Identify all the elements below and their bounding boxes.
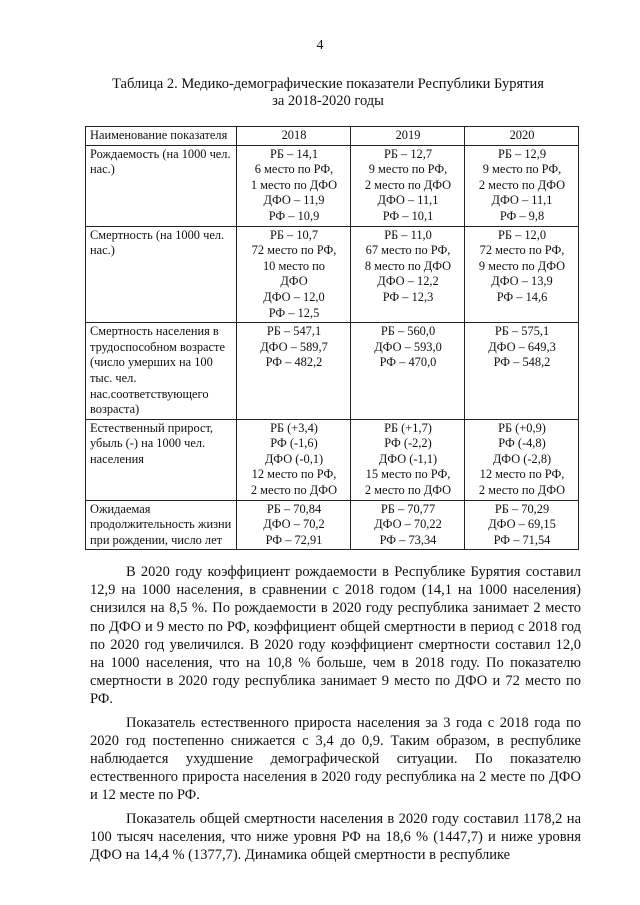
- birth-rate-row: [86, 145, 579, 226]
- value-line: ДФО (-0,1): [264, 451, 324, 466]
- value-line: ДФО – 70,22: [374, 517, 442, 532]
- value-line: РФ – 73,34: [379, 532, 437, 547]
- body-text: [90, 563, 581, 869]
- value-line: РФ – 482,2: [265, 355, 323, 370]
- value-line: РФ – 72,91: [265, 532, 323, 547]
- table-title: [80, 76, 576, 110]
- value-cell-2020: [465, 323, 579, 420]
- value-line: ДФО (-1,1): [378, 451, 438, 466]
- value-line: 2 место по ДФО: [364, 483, 452, 498]
- value-line: РФ – 10,1: [382, 208, 434, 223]
- value-line: 2 место по ДФО: [478, 483, 566, 498]
- value-line: РБ – 547,1: [266, 324, 322, 339]
- value-line: РБ – 12,7: [383, 146, 433, 161]
- value-line: РФ – 470,0: [379, 355, 437, 370]
- value-line: ДФО – 589,7: [260, 339, 328, 354]
- body-paragraph: Показатель общей смертности населения в 2020 году составил 1178,2 на 100 тысяч населения, что ниже уровня РФ на 18,6 % (1447,7) и ниже уровня ДФО на 14,4 % (1377,7). Динамика общей смертности в республике: [90, 810, 581, 864]
- value-line: ДФО – 69,15: [488, 517, 556, 532]
- value-line: РФ (-2,2): [384, 436, 432, 451]
- value-cell-2018: [237, 419, 351, 500]
- value-line: ДФО – 11,1: [377, 193, 439, 208]
- indicator-label: Смертность населения в трудоспособном возрасте (число умерших на 100 тыс. чел. нас.соответствующего возраста): [86, 323, 237, 420]
- value-cell-2018: [237, 500, 351, 550]
- value-line: ДФО (-2,8): [492, 451, 552, 466]
- value-line: 6 место по РФ,: [254, 162, 334, 177]
- value-cell-2020: [465, 145, 579, 226]
- value-line: 9 место по ДФО: [478, 258, 566, 273]
- value-line: 10 место по: [262, 258, 325, 273]
- value-line: РБ (+1,7): [384, 420, 432, 435]
- value-cell-2020: [465, 419, 579, 500]
- value-cell-2018: [237, 226, 351, 323]
- value-line: 72 место по РФ,: [251, 243, 337, 258]
- value-line: РБ – 70,84: [266, 501, 322, 516]
- value-line: 15 место по РФ,: [365, 467, 451, 482]
- value-line: ДФО – 11,1: [491, 193, 553, 208]
- value-line: РБ – 560,0: [380, 324, 436, 339]
- value-cell-2019: [351, 226, 465, 323]
- header-cell-2020: 2020: [465, 127, 579, 146]
- header-cell-indicator: Наименование показателя: [86, 127, 237, 146]
- value-line: ДФО – 11,9: [263, 193, 325, 208]
- value-cell-2019: [351, 500, 465, 550]
- value-line: РФ – 9,8: [499, 208, 545, 223]
- value-line: 12 место по РФ,: [251, 467, 337, 482]
- natural-growth-row: [86, 419, 579, 500]
- value-line: ДФО – 649,3: [488, 339, 556, 354]
- indicator-label: Рождаемость (на 1000 чел. нас.): [86, 145, 237, 226]
- mortality-row: [86, 226, 579, 323]
- value-line: РБ – 12,0: [497, 227, 547, 242]
- value-line: РБ – 575,1: [494, 324, 550, 339]
- body-paragraph: Показатель естественного прироста населения за 3 года с 2018 года по 2020 год постепенно снижается с 3,4 до 0,9. Таким образом, в республике наблюдается ухудшение демографической ситуации. По показателю естественного прироста населения в 2020 году республика на 2 месте по ДФО и 12 месте по РФ.: [90, 714, 581, 804]
- value-line: 72 место по РФ,: [479, 243, 565, 258]
- value-cell-2019: [351, 323, 465, 420]
- value-line: РФ – 12,3: [382, 289, 434, 304]
- value-line: РФ – 10,9: [268, 208, 320, 223]
- value-line: РБ (+0,9): [498, 420, 546, 435]
- value-cell-2020: [465, 500, 579, 550]
- table-title-line-2: за 2018-2020 годы: [272, 93, 384, 109]
- life-expectancy-row: [86, 500, 579, 550]
- value-line: 1 место по ДФО: [250, 177, 338, 192]
- value-line: 2 место по ДФО: [364, 177, 452, 192]
- value-line: РБ (+3,4): [270, 420, 318, 435]
- value-line: 9 место по РФ,: [368, 162, 448, 177]
- value-line: 2 место по ДФО: [478, 177, 566, 192]
- value-line: ДФО – 70,2: [263, 517, 325, 532]
- value-line: РФ – 71,54: [493, 532, 551, 547]
- value-line: РФ (-1,6): [270, 436, 318, 451]
- value-line: ДФО – 12,0: [263, 289, 325, 304]
- header-cell-2019: 2019: [351, 127, 465, 146]
- indicator-label: Смертность (на 1000 чел. нас.): [86, 226, 237, 323]
- indicator-label: Естественный прирост, убыль (-) на 1000 чел. населения: [86, 419, 237, 500]
- value-cell-2019: [351, 145, 465, 226]
- value-cell-2019: [351, 419, 465, 500]
- value-line: РБ – 70,77: [380, 501, 436, 516]
- value-line: ДФО – 593,0: [374, 339, 442, 354]
- header-cell-2018: 2018: [237, 127, 351, 146]
- table-title-line-1: Таблица 2. Медико-демографические показатели Республики Бурятия: [112, 76, 544, 92]
- value-line: РБ – 14,1: [269, 146, 319, 161]
- value-line: РБ – 12,9: [497, 146, 547, 161]
- value-line: РФ – 548,2: [493, 355, 551, 370]
- value-line: ДФО: [280, 274, 308, 289]
- table-header-row: [86, 127, 579, 146]
- value-cell-2018: [237, 323, 351, 420]
- value-line: РФ – 12,5: [268, 305, 320, 320]
- value-line: РБ – 70,29: [494, 501, 550, 516]
- value-cell-2020: [465, 226, 579, 323]
- value-line: 2 место по ДФО: [250, 483, 338, 498]
- value-line: РФ – 14,6: [496, 289, 548, 304]
- value-line: ДФО – 13,9: [491, 274, 553, 289]
- value-line: 9 место по РФ,: [482, 162, 562, 177]
- value-line: ДФО – 12,2: [377, 274, 439, 289]
- value-cell-2018: [237, 145, 351, 226]
- indicator-label: Ожидаемая продолжительность жизни при рождении, число лет: [86, 500, 237, 550]
- body-paragraph: В 2020 году коэффициент рождаемости в Республике Бурятия составил 12,9 на 1000 населения, в сравнении с 2018 годом (14,1 на 1000 населения) снизился на 8,5 %. По рождаемости в 2020 году республика занимает 2 место по ДФО и 9 место по РФ, коэффициент общей смертности в период с 2018 год по 2020 год увеличился. В 2020 году коэффициент смертности составил 12,0 на 1000 населения, что на 10,8 % больше, чем в 2018 году. По показателю смертности в 2020 году республика занимает 9 место по ДФО и 72 место по РФ.: [90, 564, 581, 708]
- working-age-mortality-row: [86, 323, 579, 420]
- value-line: РБ – 10,7: [269, 227, 319, 242]
- page-number: 4: [316, 38, 324, 53]
- value-line: РФ (-4,8): [498, 436, 546, 451]
- demographic-indicators-table: [85, 126, 579, 550]
- value-line: РБ – 11,0: [384, 227, 432, 242]
- value-line: 67 место по РФ,: [365, 243, 451, 258]
- value-line: 12 место по РФ,: [479, 467, 565, 482]
- value-line: 8 место по ДФО: [364, 258, 452, 273]
